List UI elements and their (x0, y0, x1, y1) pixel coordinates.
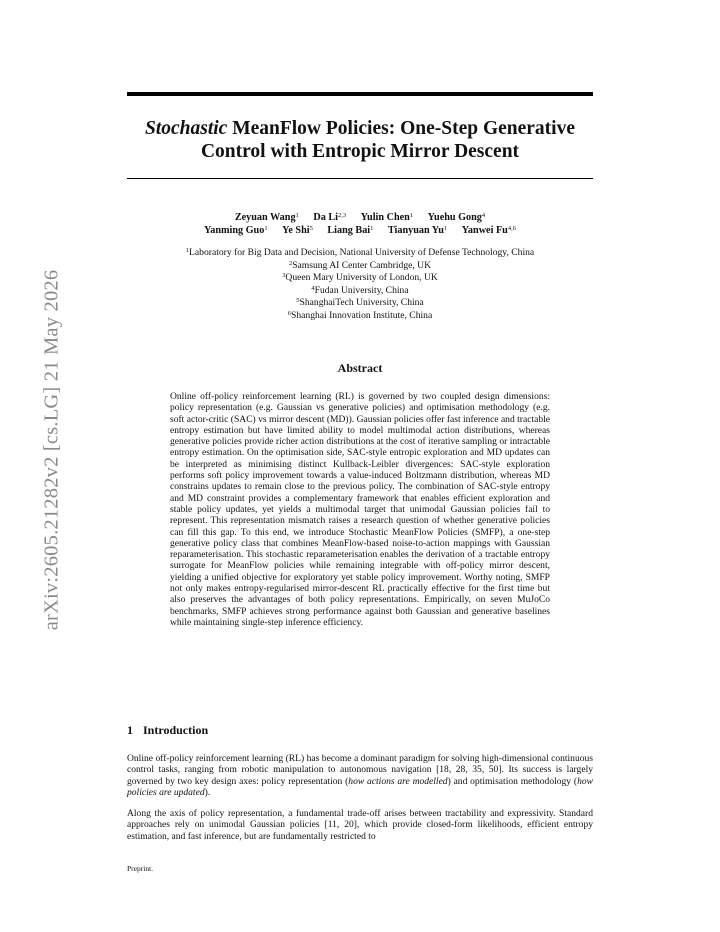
author: Yulin Chen$^1$ (360, 212, 414, 223)
title-line-1-rest: MeanFlow Policies: One-Step Generative (227, 118, 575, 139)
title-italic-word: Stochastic (144, 118, 228, 139)
abstract-text: Online off-policy reinforcement learning (RL) is governed by two coupled design dimensions: policy representation (e.g. Gaussian vs generative policies) and optimisation methodology (e.g. soft actor-critic (SAC) vs mirror descent (MD)). Gaussian policies offer fast inference and tractable entropy estimation but have limited ability to model multimodal action distributions, whereas generative policies provide richer action distributions at the cost of iterative sampling or intractable entropy estimation. On the optimisation side, SAC-style entropic exploration and MD updates can be interpreted as minimising distinct Kullback-Leibler divergences: SAC-style exploration performs soft policy improvement towards a value-induced Boltzmann distribution, whereas MD constrains updates to remain close to the previous policy. The combination of SAC-style entropy and MD constraint provides a complementary framework that enables efficient exploration and stable policy updates, yet yields a multimodal target that unimodal Gaussian policies fail to represent. This representation mismatch raises a research question of whether generative policies can fill this gap. To this end, we introduce Stochastic MeanFlow Policies (SMFP), a one-step generative policy class that combines MeanFlow-based noise-to-action mappings with Gaussian reparameterisation. This stochastic reparameterisation enables the derivation of a tractable entropy surrogate for MeanFlow policies while remaining integrable with off-policy mirror descent, yielding a unified objective for exploratory yet stable policy improvement. Worthy noting, SMFP not only makes entropy-regularised mirror-descent RL practically effective for the first time but also preserves the advantages of both policy representations. Empirically, on seven MuJoCo benchmarks, SMFP achieves strong performance against both Gaussian and generative baselines while maintaining single-step inference efficiency. (170, 391, 550, 628)
authors-row-1 (127, 211, 593, 224)
paper-title (127, 117, 593, 163)
section-title: Introduction (143, 723, 209, 737)
preprint-footer: Preprint. (127, 864, 154, 873)
author: Ye Shi$^5$ (282, 225, 313, 236)
author: Yanming Guo$^1$ (204, 225, 268, 236)
intro-paragraph-1: Online off-policy reinforcement learning (RL) has become a dominant paradigm for solving high-dimensional continuous control tasks, ranging from robotic manipulation to autonomous navigation [18, 28, 35, 50]. Its success is largely governed by two key design axes: policy representation (how actions are modelled) and optimisation methodology (how policies are updated). (127, 753, 593, 798)
affiliation: $^5$ShanghaiTech University, China (296, 297, 424, 308)
title-line-1 (127, 117, 593, 140)
author: Tianyuan Yu$^1$ (387, 225, 448, 236)
affiliation: $^6$Shanghai Innovation Institute, China (287, 309, 433, 321)
abstract-heading: Abstract (337, 361, 383, 375)
author: Da Li$^{2,3}$ (313, 212, 347, 223)
affiliation: $^4$Fudan University, China (311, 284, 409, 296)
section-heading (127, 723, 208, 738)
affiliations (100, 247, 620, 322)
authors-row-2 (127, 224, 593, 237)
section-number: 1 (127, 723, 133, 737)
affiliation: $^3$Queen Mary University of London, UK (282, 272, 438, 283)
title-line-2: Control with Entropic Mirror Descent (200, 141, 520, 162)
intro-paragraph-2: Along the axis of policy representation, a fundamental trade-off arises between tractability and expressivity. Standard approaches rely on unimodal Gaussian policies [11, 20], which provide closed-form likelihoods, efficient entropy estimation, and fast inference, but are fundamentally restricted to (127, 808, 593, 842)
affiliation: $^1$Laboratory for Big Data and Decision, National University of Defense Technology, China (185, 247, 535, 258)
affiliation: $^2$Samsung AI Center Cambridge, UK (288, 259, 432, 271)
title-top-rule (127, 92, 593, 96)
arxiv-identifier-stamp: arXiv:2605.21282v2 [cs.LG] 21 May 2026 (40, 269, 63, 631)
author: Zeyuan Wang$^1$ (234, 212, 299, 223)
author: Yanwei Fu$^{4,6}$ (461, 225, 516, 236)
title-bottom-rule (127, 178, 593, 179)
author: Yuehu Gong$^4$ (427, 212, 486, 223)
author: Liang Bai$^1$ (327, 225, 374, 236)
